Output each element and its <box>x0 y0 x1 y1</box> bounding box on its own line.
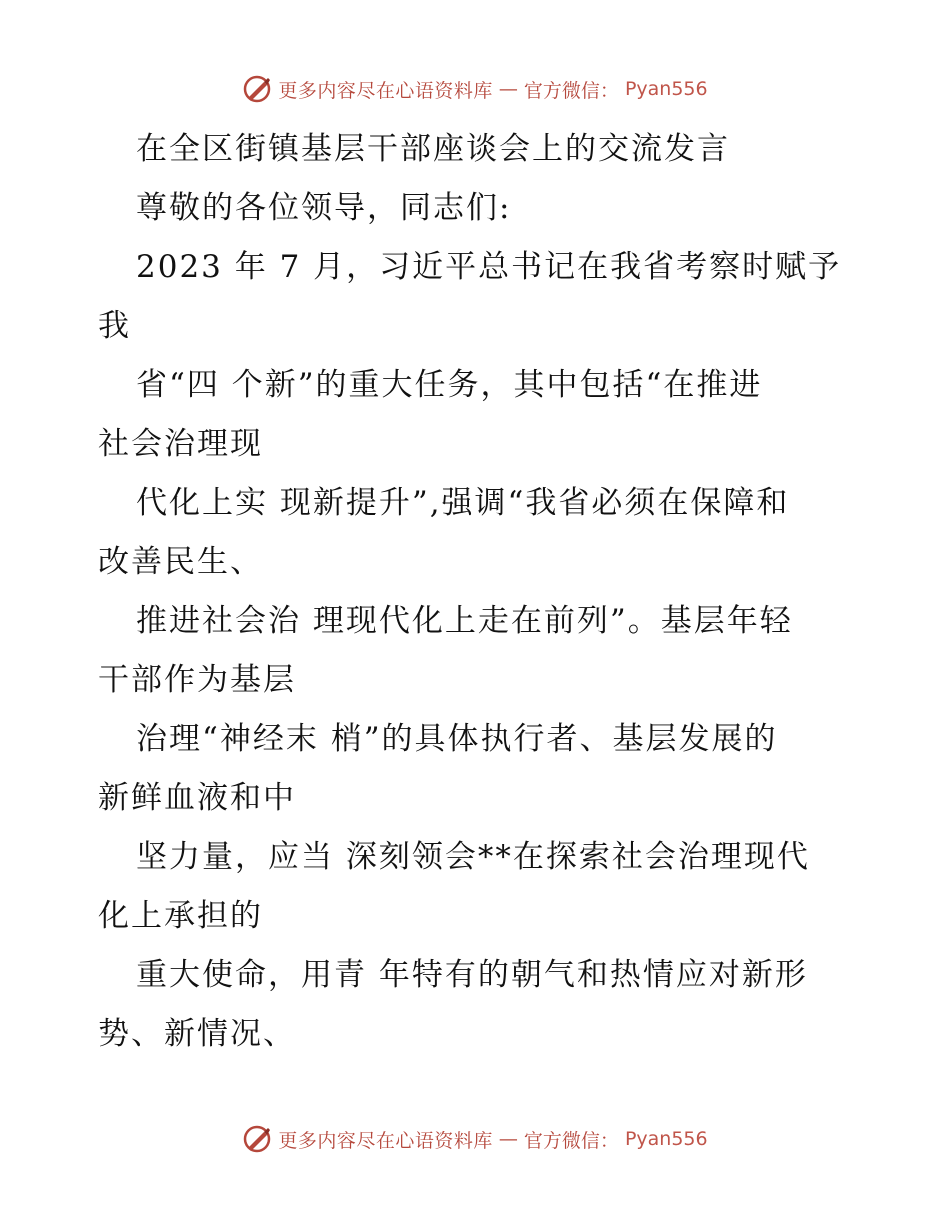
footer-watermark <box>0 1124 950 1154</box>
paragraph-line: 坚力量，应当 深刻领会**在探索社会治理现代 <box>136 839 810 875</box>
paragraph-line: 我 <box>98 308 131 344</box>
paragraph-line: 代化上实 现新提升”,强调“我省必须在保障和 <box>136 485 790 521</box>
quill-logo-icon <box>242 1124 272 1154</box>
document-body <box>98 120 858 1064</box>
watermark-wechat-label: 官方微信： <box>523 1129 619 1152</box>
watermark-wechat-id: Pyan556 <box>624 78 708 100</box>
paragraph-line: 社会治理现 <box>98 426 263 462</box>
watermark-wechat-label: 官方微信： <box>523 79 619 102</box>
paragraph-line: 干部作为基层 <box>98 662 296 698</box>
watermark-wechat-id: Pyan556 <box>624 1128 708 1150</box>
paragraph-line: 新鲜血液和中 <box>98 780 296 816</box>
watermark-separator: — <box>498 1128 518 1150</box>
paragraph-line: 势、新情况、 <box>98 1016 296 1052</box>
paragraph-line: 2023 年 7 月，习近平总书记在我省考察时赋予 <box>136 249 842 285</box>
paragraph-line: 化上承担的 <box>98 898 263 934</box>
salutation: 尊敬的各位领导，同志们: <box>136 190 512 226</box>
document-title: 在全区街镇基层干部座谈会上的交流发言 <box>136 131 730 167</box>
paragraph-line: 改善民生、 <box>98 544 263 580</box>
header-watermark <box>0 74 950 104</box>
watermark-text: 更多内容尽在心语资料库 <box>278 1129 493 1152</box>
paragraph-line: 治理“神经末 梢”的具体执行者、基层发展的 <box>136 721 778 757</box>
watermark-text: 更多内容尽在心语资料库 <box>278 79 493 102</box>
paragraph-line: 省“四 个新”的重大任务，其中包括“在推进 <box>136 367 763 403</box>
watermark-separator: — <box>498 78 518 100</box>
paragraph-line: 推进社会治 理现代化上走在前列”。基层年轻 <box>136 603 793 639</box>
paragraph-line: 重大使命，用青 年特有的朝气和热情应对新形 <box>136 957 808 993</box>
quill-logo-icon <box>242 74 272 104</box>
